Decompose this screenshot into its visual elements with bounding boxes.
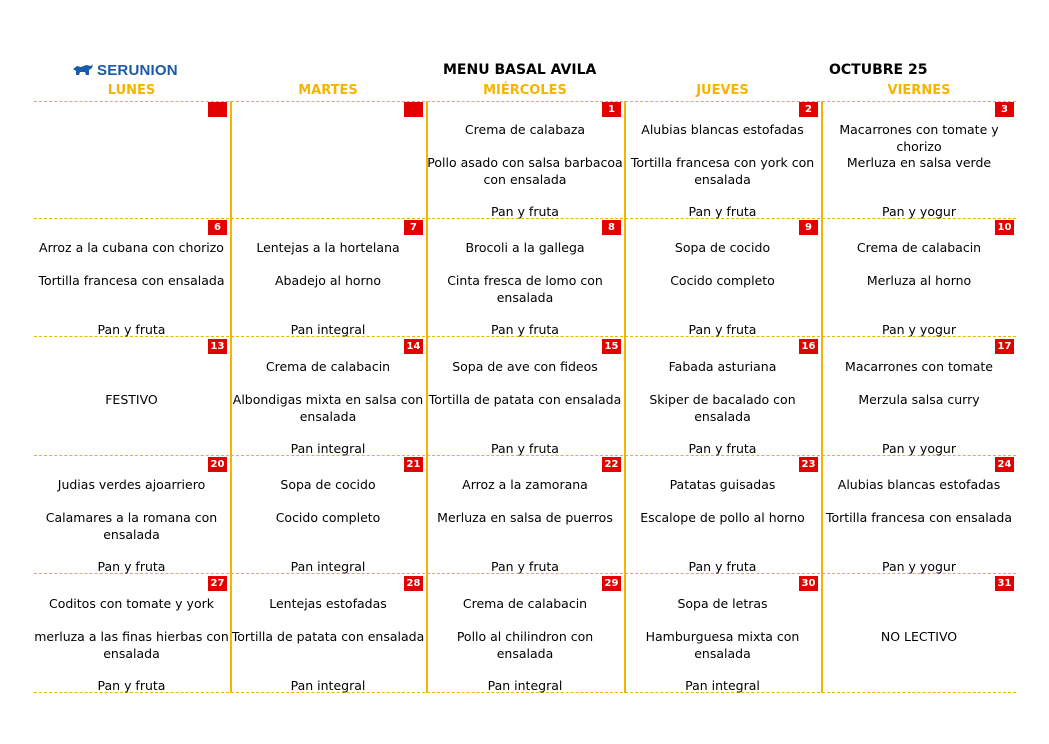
day-number-badge — [404, 102, 423, 117]
day-number-badge: 2 — [799, 102, 818, 117]
dish-first: Macarrones con tomate — [845, 359, 993, 374]
dish-dessert: Pan y fruta — [491, 204, 559, 219]
dish-dessert: Pan y fruta — [688, 441, 757, 456]
menu-cell — [427, 456, 623, 574]
dish-first: Crema de calabacin — [462, 596, 588, 611]
menu-cell — [427, 219, 623, 337]
menu-cell — [231, 101, 425, 219]
menu-cell — [625, 338, 820, 456]
day-number-badge: 9 — [799, 220, 818, 235]
day-header-1: MARTES — [231, 83, 425, 102]
menu-cell — [34, 219, 229, 337]
dish-first: Crema de calabaza — [464, 122, 586, 137]
dish-second: NO LECTIVO — [880, 629, 958, 644]
dish-dessert: Pan y fruta — [688, 322, 757, 337]
day-number-badge: 14 — [404, 339, 423, 354]
day-number-badge: 1 — [602, 102, 621, 117]
dish-second: Abadejo al horno — [274, 273, 382, 288]
menu-title: MENU BASAL AVILA — [443, 62, 597, 78]
dish-first: Lentejas estofadas — [269, 596, 387, 611]
dish-second: Tortilla de patata con ensalada — [428, 392, 622, 407]
day-number-badge: 17 — [995, 339, 1014, 354]
dish-dessert: Pan y fruta — [97, 559, 166, 574]
menu-cell — [822, 101, 1016, 219]
menu-cell — [625, 101, 820, 219]
menu-cell — [34, 338, 229, 456]
dish-dessert: Pan y fruta — [97, 322, 166, 337]
dish-dessert: Pan integral — [487, 678, 563, 693]
dish-second: Merzula salsa curry — [858, 392, 980, 407]
dish-dessert: Pan integral — [290, 441, 366, 456]
dish-first: Sopa de cocido — [280, 477, 376, 492]
dish-dessert: Pan y fruta — [688, 204, 757, 219]
dish-dessert: Pan y fruta — [491, 322, 559, 337]
column-divider — [230, 101, 232, 693]
dish-first: Arroz a la cubana con chorizo — [39, 240, 224, 255]
dish-second: Pollo al chilindron con ensalada — [456, 629, 594, 661]
menu-cell — [34, 456, 229, 574]
dish-first: Judias verdes ajoarriero — [57, 477, 206, 492]
day-header-4: VIERNES — [822, 83, 1016, 102]
dish-second: Cocido completo — [275, 510, 381, 525]
column-divider — [426, 101, 428, 693]
day-number-badge: 30 — [799, 576, 818, 591]
dish-second: Escalope de pollo al horno — [640, 510, 805, 525]
dish-dessert: Pan y yogur — [882, 204, 956, 219]
menu-cell — [34, 575, 229, 693]
dish-first: Coditos con tomate y york — [49, 596, 214, 611]
dish-first: Sopa de ave con fideos — [452, 359, 598, 374]
menu-cell — [231, 219, 425, 337]
day-number-badge: 28 — [404, 576, 423, 591]
column-divider — [821, 101, 823, 693]
day-number-badge: 15 — [602, 339, 621, 354]
dish-dessert: Pan integral — [290, 559, 366, 574]
day-number-badge: 7 — [404, 220, 423, 235]
dish-dessert: Pan integral — [685, 678, 760, 693]
day-number-badge: 13 — [208, 339, 227, 354]
day-header-0: LUNES — [34, 83, 229, 102]
dish-second: merluza a las finas hierbas con ensalada — [34, 629, 229, 661]
dish-second: Calamares a la romana con ensalada — [45, 510, 218, 542]
menu-cell — [231, 338, 425, 456]
day-header-2: MIÉRCOLES — [427, 83, 623, 102]
dish-first: Sopa de cocido — [674, 240, 771, 255]
day-number-badge — [208, 102, 227, 117]
day-number-badge: 10 — [995, 220, 1014, 235]
dish-first: Crema de calabacin — [265, 359, 391, 374]
dish-second: Cocido completo — [670, 273, 775, 288]
dish-first: Alubias blancas estofadas — [641, 122, 804, 137]
menu-cell — [625, 575, 820, 693]
dish-first: Lentejas a la hortelana — [256, 240, 400, 255]
menu-cell — [822, 575, 1016, 693]
dish-first: Macarrones con tomate y chorizo — [839, 122, 999, 154]
menu-cell — [625, 219, 820, 337]
month-title: OCTUBRE 25 — [829, 62, 928, 78]
menu-cell — [822, 338, 1016, 456]
dish-second: Albondigas mixta en salsa con ensalada — [232, 392, 424, 424]
menu-cell — [822, 456, 1016, 574]
dish-second: Pollo asado con salsa barbacoa con ensalada — [427, 155, 623, 187]
day-number-badge: 21 — [404, 457, 423, 472]
day-number-badge: 29 — [602, 576, 621, 591]
dish-dessert: Pan y fruta — [491, 559, 559, 574]
dish-dessert: Pan y fruta — [97, 678, 166, 693]
dish-second: Merluza en salsa verde — [846, 155, 992, 170]
dish-second: Tortilla de patata con ensalada — [231, 629, 425, 644]
menu-cell — [427, 575, 623, 693]
day-number-badge: 23 — [799, 457, 818, 472]
dish-first: Fabada asturiana — [668, 359, 777, 374]
dish-first: Arroz a la zamorana — [462, 477, 588, 492]
day-number-badge: 3 — [995, 102, 1014, 117]
dish-second: FESTIVO — [105, 392, 158, 407]
day-number-badge: 24 — [995, 457, 1014, 472]
day-number-badge: 6 — [208, 220, 227, 235]
dish-first: Patatas guisadas — [669, 477, 776, 492]
dish-first: Sopa de letras — [677, 596, 768, 611]
brand-name: SERUNION — [97, 61, 178, 79]
dish-second: Cinta fresca de lomo con ensalada — [447, 273, 603, 305]
dish-dessert: Pan y yogur — [882, 559, 956, 574]
day-number-badge: 27 — [208, 576, 227, 591]
menu-cell — [822, 219, 1016, 337]
menu-cell — [231, 456, 425, 574]
day-number-badge: 31 — [995, 576, 1014, 591]
column-divider — [624, 101, 626, 693]
dish-first: Crema de calabacin — [856, 240, 982, 255]
dish-second: Tortilla francesa con ensalada — [825, 510, 1012, 525]
dish-dessert: Pan y yogur — [882, 441, 956, 456]
dish-first: Brocoli a la gallega — [465, 240, 585, 255]
day-number-badge: 16 — [799, 339, 818, 354]
dish-second: Tortilla francesa con york con ensalada — [630, 155, 815, 187]
menu-cell — [231, 575, 425, 693]
day-header-3: JUEVES — [625, 83, 820, 102]
dish-second: Hamburguesa mixta con ensalada — [645, 629, 800, 661]
day-number-badge: 22 — [602, 457, 621, 472]
dish-dessert: Pan integral — [290, 678, 366, 693]
dish-dessert: Pan y yogur — [882, 322, 956, 337]
dish-second: Merluza al horno — [866, 273, 972, 288]
dish-second: Merluza en salsa de puerros — [437, 510, 613, 525]
menu-cell — [625, 456, 820, 574]
day-number-badge: 20 — [208, 457, 227, 472]
dish-first: Alubias blancas estofadas — [837, 477, 1001, 492]
dish-second: Tortilla francesa con ensalada — [38, 273, 225, 288]
serunion-logo — [72, 60, 178, 80]
dish-dessert: Pan y fruta — [688, 559, 757, 574]
day-number-badge: 8 — [602, 220, 621, 235]
dish-dessert: Pan integral — [290, 322, 366, 337]
bull-icon — [72, 63, 94, 77]
dish-second: Skiper de bacalado con ensalada — [649, 392, 796, 424]
menu-cell — [34, 101, 229, 219]
menu-cell — [427, 101, 623, 219]
menu-cell — [427, 338, 623, 456]
dish-dessert: Pan y fruta — [491, 441, 559, 456]
